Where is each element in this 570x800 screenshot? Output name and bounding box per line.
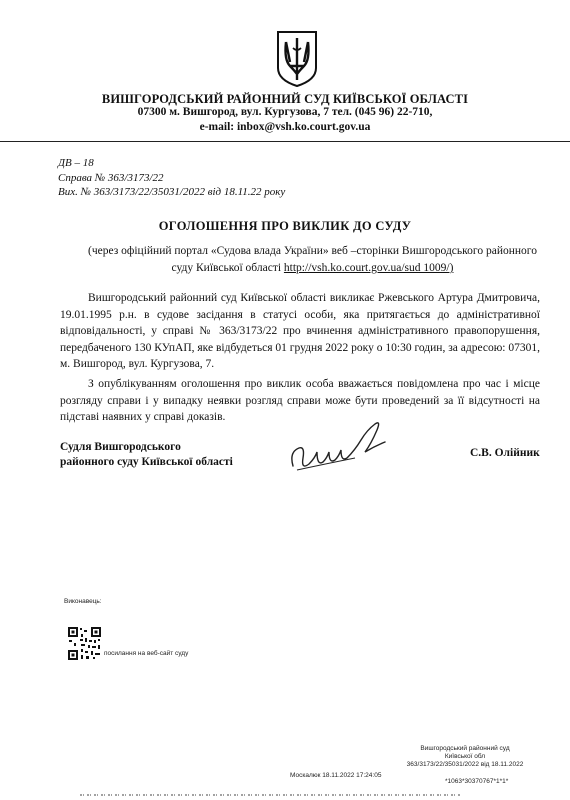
qr-caption: посилання на веб-сайт суду: [104, 650, 189, 657]
coat-of-arms-icon: [276, 30, 318, 88]
judge-title-line1: Судля Вишгородського: [60, 441, 181, 453]
subtitle-text: суду Київської області: [171, 262, 284, 274]
scan-edge: [80, 792, 460, 798]
outgoing-number: Вих. № 363/3173/22/35031/2022 від 18.11.22 року: [58, 186, 286, 198]
header-divider: [0, 141, 570, 142]
summons-paragraph: Вишгородський районний суд Київської області викликає Ржевського Артура Дмитровича, 19.01.1995 р.н. в судове засідання в статусі особи, яка притягається до адміністративної відповідальності, у справі № 363/3173/22 про вчинення адміністративного правопорушення, передбаченого 130 КУпАП, яке відбудеться 01 грудня 2022 року о 10:30 годин, за адресою: 07301, м. Вишгород, вул. Кургузова, 7.: [60, 292, 540, 370]
judge-title: [60, 440, 233, 470]
stamp-line1: Вишгородський районний суд: [420, 745, 510, 752]
case-number: Справа № 363/3173/22: [58, 172, 164, 184]
stamp-timestamp: Москалюк 18.11.2022 17:24:05: [290, 772, 382, 779]
stamp-line2: Київської обл: [444, 753, 486, 760]
court-address: 07300 м. Вишгород, вул. Кургузова, 7 тел. (045 96) 22-710,: [137, 106, 433, 118]
judge-name: С.В. Олійник: [470, 447, 540, 459]
document-code: ДВ – 18: [58, 157, 94, 169]
subtitle-line1: (через офіційний портал «Судова влада України» веб –сторінки Вишгородського районного: [88, 245, 537, 257]
court-website-link[interactable]: http://vsh.ko.court.gov.ua/sud 1009/): [283, 262, 454, 274]
subtitle-line2: [60, 262, 565, 274]
judge-title-line2: районного суду Київської області: [60, 456, 233, 468]
document-title: ОГОЛОШЕННЯ ПРО ВИКЛИК ДО СУДУ: [158, 219, 412, 233]
registration-stamp: [395, 745, 535, 769]
executor-label: Виконавець:: [64, 598, 102, 605]
qr-code-icon[interactable]: [67, 626, 102, 661]
notice-paragraph: З опублікуванням оголошення про виклик особа вважається повідомлена про час і місце розгляду справи і у випадку неявки розгляд справи може бути проведений за її відсутності на підставі наявних у справі доказів.: [60, 378, 540, 423]
court-name: ВИШГОРОДСЬКИЙ РАЙОННИЙ СУД КИЇВСЬКОЇ ОБЛАСТІ: [101, 92, 469, 106]
handwritten-signature: [285, 418, 395, 480]
court-email: e-mail: inbox@vsh.ko.court.gov.ua: [199, 121, 371, 133]
stamp-line3: 363/3173/22/35031/2022 від 18.11.2022: [406, 761, 524, 768]
stamp-barcode-text: *1063*30370767*1*1*: [445, 778, 509, 785]
